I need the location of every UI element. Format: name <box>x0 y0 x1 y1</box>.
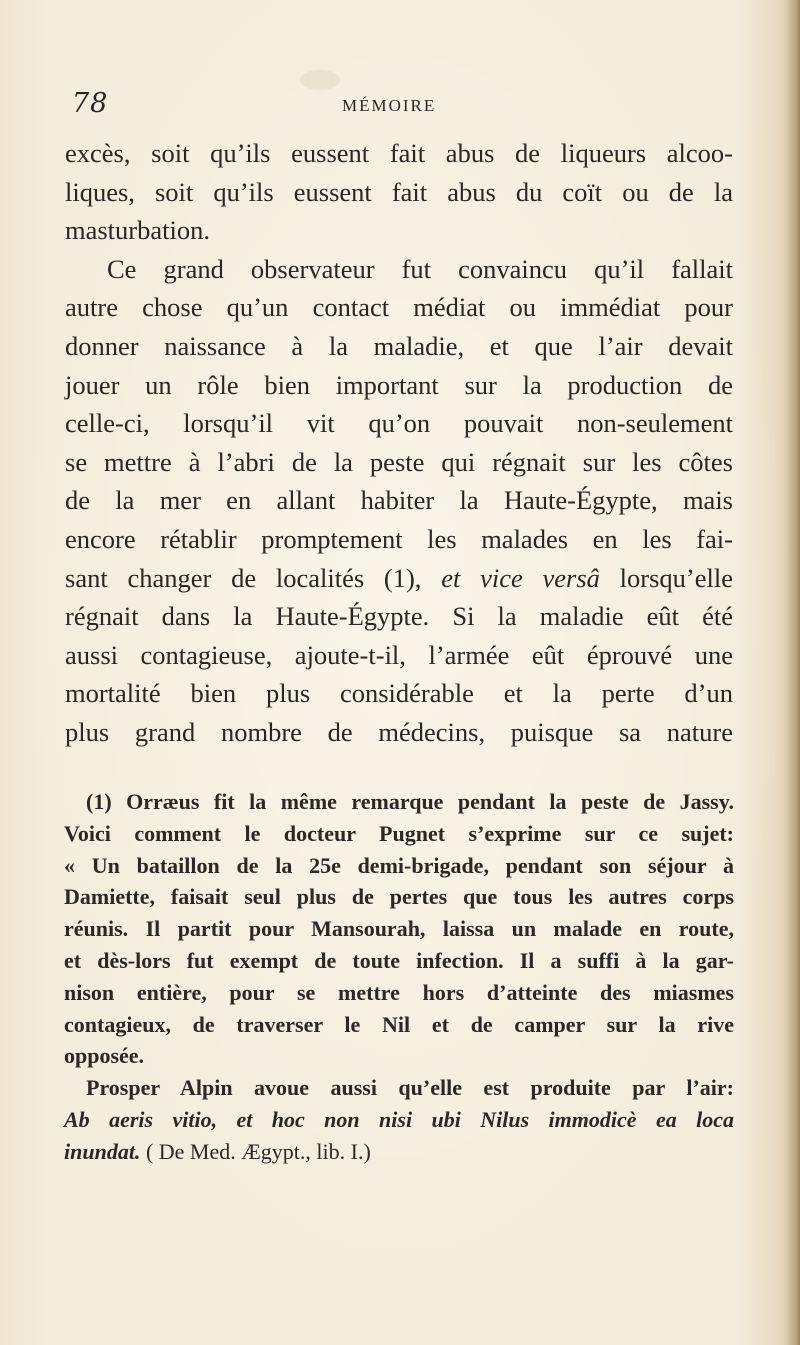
text-line: de la mer en allant habiter la Haute-Égypte, mais <box>65 485 733 516</box>
running-title: MÉMOIRE <box>342 96 437 115</box>
main-text <box>65 134 733 752</box>
footnote-line-mixed <box>64 1136 734 1168</box>
text-segment: lorsqu’elle <box>599 562 733 593</box>
footnote-line: Voici comment le docteur Pugnet s’exprime sur ce sujet: <box>64 820 734 846</box>
text-line: excès, soit qu’ils eussent fait abus de liqueurs alcoo- <box>65 138 733 168</box>
text-line: liques, soit qu’ils eussent fait abus du coït ou de la <box>65 176 733 207</box>
latin-phrase: et vice versâ <box>441 562 600 593</box>
footnote-line: « Un bataillon de la 25e demi-brigade, pendant son séjour à <box>64 852 734 878</box>
page-number: 78 <box>72 88 109 119</box>
footnote-line: Prosper Alpin avoue aussi qu’elle est produite par l’air: <box>86 1075 734 1101</box>
text-line: donner naissance à la maladie, et que l’air devait <box>65 330 733 361</box>
footnote-line: opposée. <box>64 1043 145 1069</box>
text-line: autre chose qu’un contact médiat ou immédiat pour <box>65 292 733 323</box>
latin-phrase: inundat. <box>64 1138 141 1164</box>
page-edge-shadow <box>786 0 800 1345</box>
paper-stain <box>300 70 340 90</box>
text-line: se mettre à l’abri de la peste qui régnait sur les côtes <box>65 446 733 477</box>
citation: ( De Med. Ægypt., lib. I.) <box>140 1138 371 1164</box>
footnote-line: réunis. Il partit pour Mansourah, laissa un malade en route, <box>64 916 734 942</box>
footnote <box>64 786 734 1168</box>
text-line: mortalité bien plus considérable et la perte d’un <box>65 678 733 709</box>
text-segment: sant changer de localités (1), <box>65 562 442 593</box>
running-head <box>72 88 732 122</box>
text-line: masturbation. <box>65 215 210 246</box>
footnote-line: nison entière, pour se mettre hors d’atteinte des miasmes <box>64 979 734 1005</box>
text-line: aussi contagieuse, ajoute-t-il, l’armée eût éprouvé une <box>65 639 733 670</box>
text-line: encore rétablir promptement les malades en les fai- <box>65 523 733 554</box>
text-line: Ce grand observateur fut convaincu qu’il fallait <box>107 253 733 284</box>
text-line: jouer un rôle bien important sur la production de <box>65 369 733 400</box>
footnote-line: Damiette, faisait seul plus de pertes que tous les autres corps <box>64 884 734 910</box>
text-line: plus grand nombre de médecins, puisque sa nature <box>65 716 733 747</box>
footnote-latin-line: Ab aeris vitio, et hoc non nisi ubi Nilus immodicè ea loca <box>64 1106 734 1132</box>
text-line-mixed <box>65 559 733 598</box>
footnote-line: et dès-lors fut exempt de toute infection. Il a suffi à la gar- <box>64 947 734 973</box>
footnote-line: contagieux, de traverser le Nil et de camper sur la rive <box>64 1011 734 1037</box>
text-line: régnait dans la Haute-Égypte. Si la maladie eût été <box>65 601 733 632</box>
text-line: celle-ci, lorsqu’il vit qu’on pouvait non-seulement <box>65 408 733 439</box>
footnote-line: (1) Orræus fit la même remarque pendant la peste de Jassy. <box>86 789 734 814</box>
